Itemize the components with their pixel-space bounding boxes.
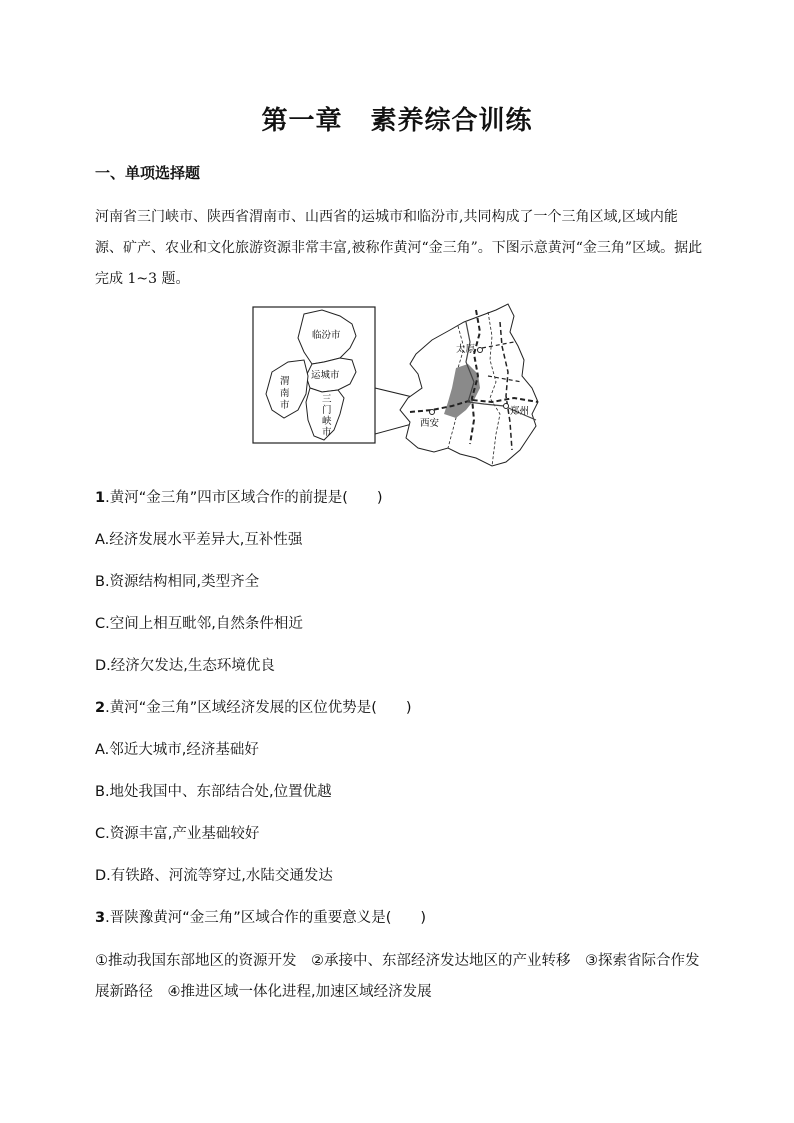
question-3-statements: ①推动我国东部地区的资源开发 ②承接中、东部经济发达地区的产业转移 ③探索省际合作发展新路径 ④推进区域一体化进程,加速区域经济发展 <box>95 953 700 1000</box>
question-number: 3 <box>95 910 106 926</box>
inset-label-weinan-2: 南 <box>280 388 290 399</box>
inset-label-weinan-3: 市 <box>280 400 290 411</box>
question-stem: .晋陕豫黄河“金三角”区域合作的重要意义是( ) <box>105 910 427 926</box>
inset-label-sanmenxia-3: 峡 <box>322 416 332 427</box>
city-dot-zhengzhou <box>504 404 509 409</box>
inset-label-sanmenxia-4: 市 <box>322 427 332 438</box>
city-dot-taiyuan <box>478 348 483 353</box>
section-heading: 一、单项选择题 <box>95 164 201 182</box>
question-2-option-d[interactable]: D.有铁路、河流等穿过,水陆交通发达 <box>95 868 333 884</box>
chapter-label: 第一章 <box>261 106 343 136</box>
inset-label-sanmenxia-2: 门 <box>322 405 332 416</box>
inset-label-sanmenxia-1: 三 <box>322 394 332 405</box>
question-number: 2 <box>95 700 106 716</box>
question-stem: .黄河“金三角”四市区域合作的前提是( ) <box>105 490 383 506</box>
question-1-option-d[interactable]: D.经济欠发达,生态环境优良 <box>95 658 275 674</box>
question-number: 1 <box>95 490 106 506</box>
city-label-zhengzhou: 郑州 <box>510 406 530 417</box>
question-1-option-c[interactable]: C.空间上相互毗邻,自然条件相近 <box>95 616 303 632</box>
golden-triangle-map <box>252 302 542 470</box>
city-dot-xian <box>430 410 435 415</box>
city-label-xian: 西安 <box>420 418 440 429</box>
question-2-option-b[interactable]: B.地处我国中、东部结合处,位置优越 <box>95 784 332 800</box>
question-stem: .黄河“金三角”区域经济发展的区位优势是( ) <box>105 700 412 716</box>
question-3 <box>95 906 426 927</box>
question-2-option-a[interactable]: A.邻近大城市,经济基础好 <box>95 742 259 758</box>
inset-label-yuncheng: 运城市 <box>311 370 340 381</box>
question-1 <box>95 486 383 507</box>
page-title <box>0 100 794 137</box>
question-1-option-a[interactable]: A.经济发展水平差异大,互补性强 <box>95 532 303 548</box>
intro-paragraph: 河南省三门峡市、陕西省渭南市、山西省的运城市和临汾市,共同构成了一个三角区域,区域内能源、矿产、农业和文化旅游资源非常丰富,被称作黄河“金三角”。下图示意黄河“金三角”区域。据此完成 1~3 题。 <box>95 209 703 287</box>
question-1-option-b[interactable]: B.资源结构相同,类型齐全 <box>95 574 260 590</box>
inset-label-weinan-1: 渭 <box>280 376 290 387</box>
city-label-taiyuan: 太原 <box>456 344 476 355</box>
inset-label-linfen: 临汾市 <box>312 330 341 341</box>
question-2 <box>95 696 412 717</box>
question-2-option-c[interactable]: C.资源丰富,产业基础较好 <box>95 826 260 842</box>
chapter-subtitle: 素养综合训练 <box>370 106 533 136</box>
